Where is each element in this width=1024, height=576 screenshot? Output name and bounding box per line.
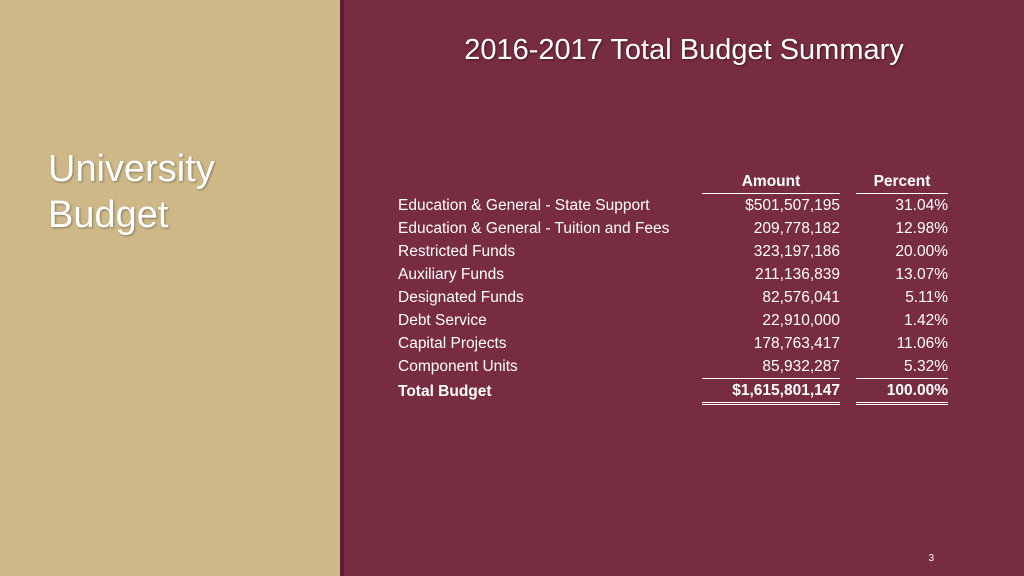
- row-percent: 12.98%: [895, 220, 948, 237]
- left-panel: [0, 0, 340, 576]
- slide-title: 2016-2017 Total Budget Summary: [464, 34, 904, 66]
- row-percent: 5.11%: [905, 289, 948, 306]
- row-label: Restricted Funds: [398, 243, 516, 260]
- row-amount: 323,197,186: [753, 243, 840, 260]
- row-percent: 20.00%: [895, 243, 948, 260]
- row-amount: 82,576,041: [762, 289, 840, 306]
- row-amount: 85,932,287: [762, 358, 840, 375]
- table-row: [392, 286, 948, 309]
- table-row: [392, 355, 948, 379]
- row-label: Education & General - State Support: [398, 196, 650, 214]
- row-label: Component Units: [398, 358, 518, 376]
- page-number: 3: [928, 553, 934, 564]
- header-amount: Amount: [702, 170, 840, 194]
- total-label: Total Budget: [398, 382, 492, 400]
- row-percent: 5.32%: [904, 358, 948, 375]
- table-row: [392, 240, 948, 263]
- total-percent: 100.00%: [856, 379, 948, 404]
- table-row: [392, 194, 948, 218]
- row-percent: 1.42%: [904, 312, 948, 329]
- row-percent: 31.04%: [895, 197, 948, 214]
- table-row: [392, 263, 948, 286]
- total-amount: $1,615,801,147: [702, 379, 840, 404]
- row-amount: 178,763,417: [753, 335, 840, 352]
- row-label: Debt Service: [398, 312, 487, 329]
- row-label: Designated Funds: [398, 289, 524, 306]
- section-title: University Budget: [48, 148, 215, 236]
- row-amount: 22,910,000: [762, 312, 840, 329]
- header-gap: [840, 170, 856, 194]
- row-amount: 211,136,839: [754, 266, 840, 283]
- row-label: Auxiliary Funds: [398, 266, 504, 283]
- row-percent: 13.07%: [895, 266, 948, 283]
- table-row: [392, 309, 948, 332]
- row-amount: 209,778,182: [753, 220, 840, 237]
- panel-divider: [340, 0, 344, 576]
- budget-table: [392, 170, 948, 405]
- row-percent: 11.06%: [896, 335, 948, 352]
- table-row: [392, 332, 948, 355]
- header-label: [392, 170, 702, 194]
- total-row: [392, 379, 948, 404]
- row-amount: $501,507,195: [745, 197, 840, 214]
- row-label: Education & General - Tuition and Fees: [398, 220, 670, 237]
- table-header-row: [392, 170, 948, 194]
- row-label: Capital Projects: [398, 335, 507, 352]
- header-percent: Percent: [856, 170, 948, 194]
- table-row: [392, 217, 948, 240]
